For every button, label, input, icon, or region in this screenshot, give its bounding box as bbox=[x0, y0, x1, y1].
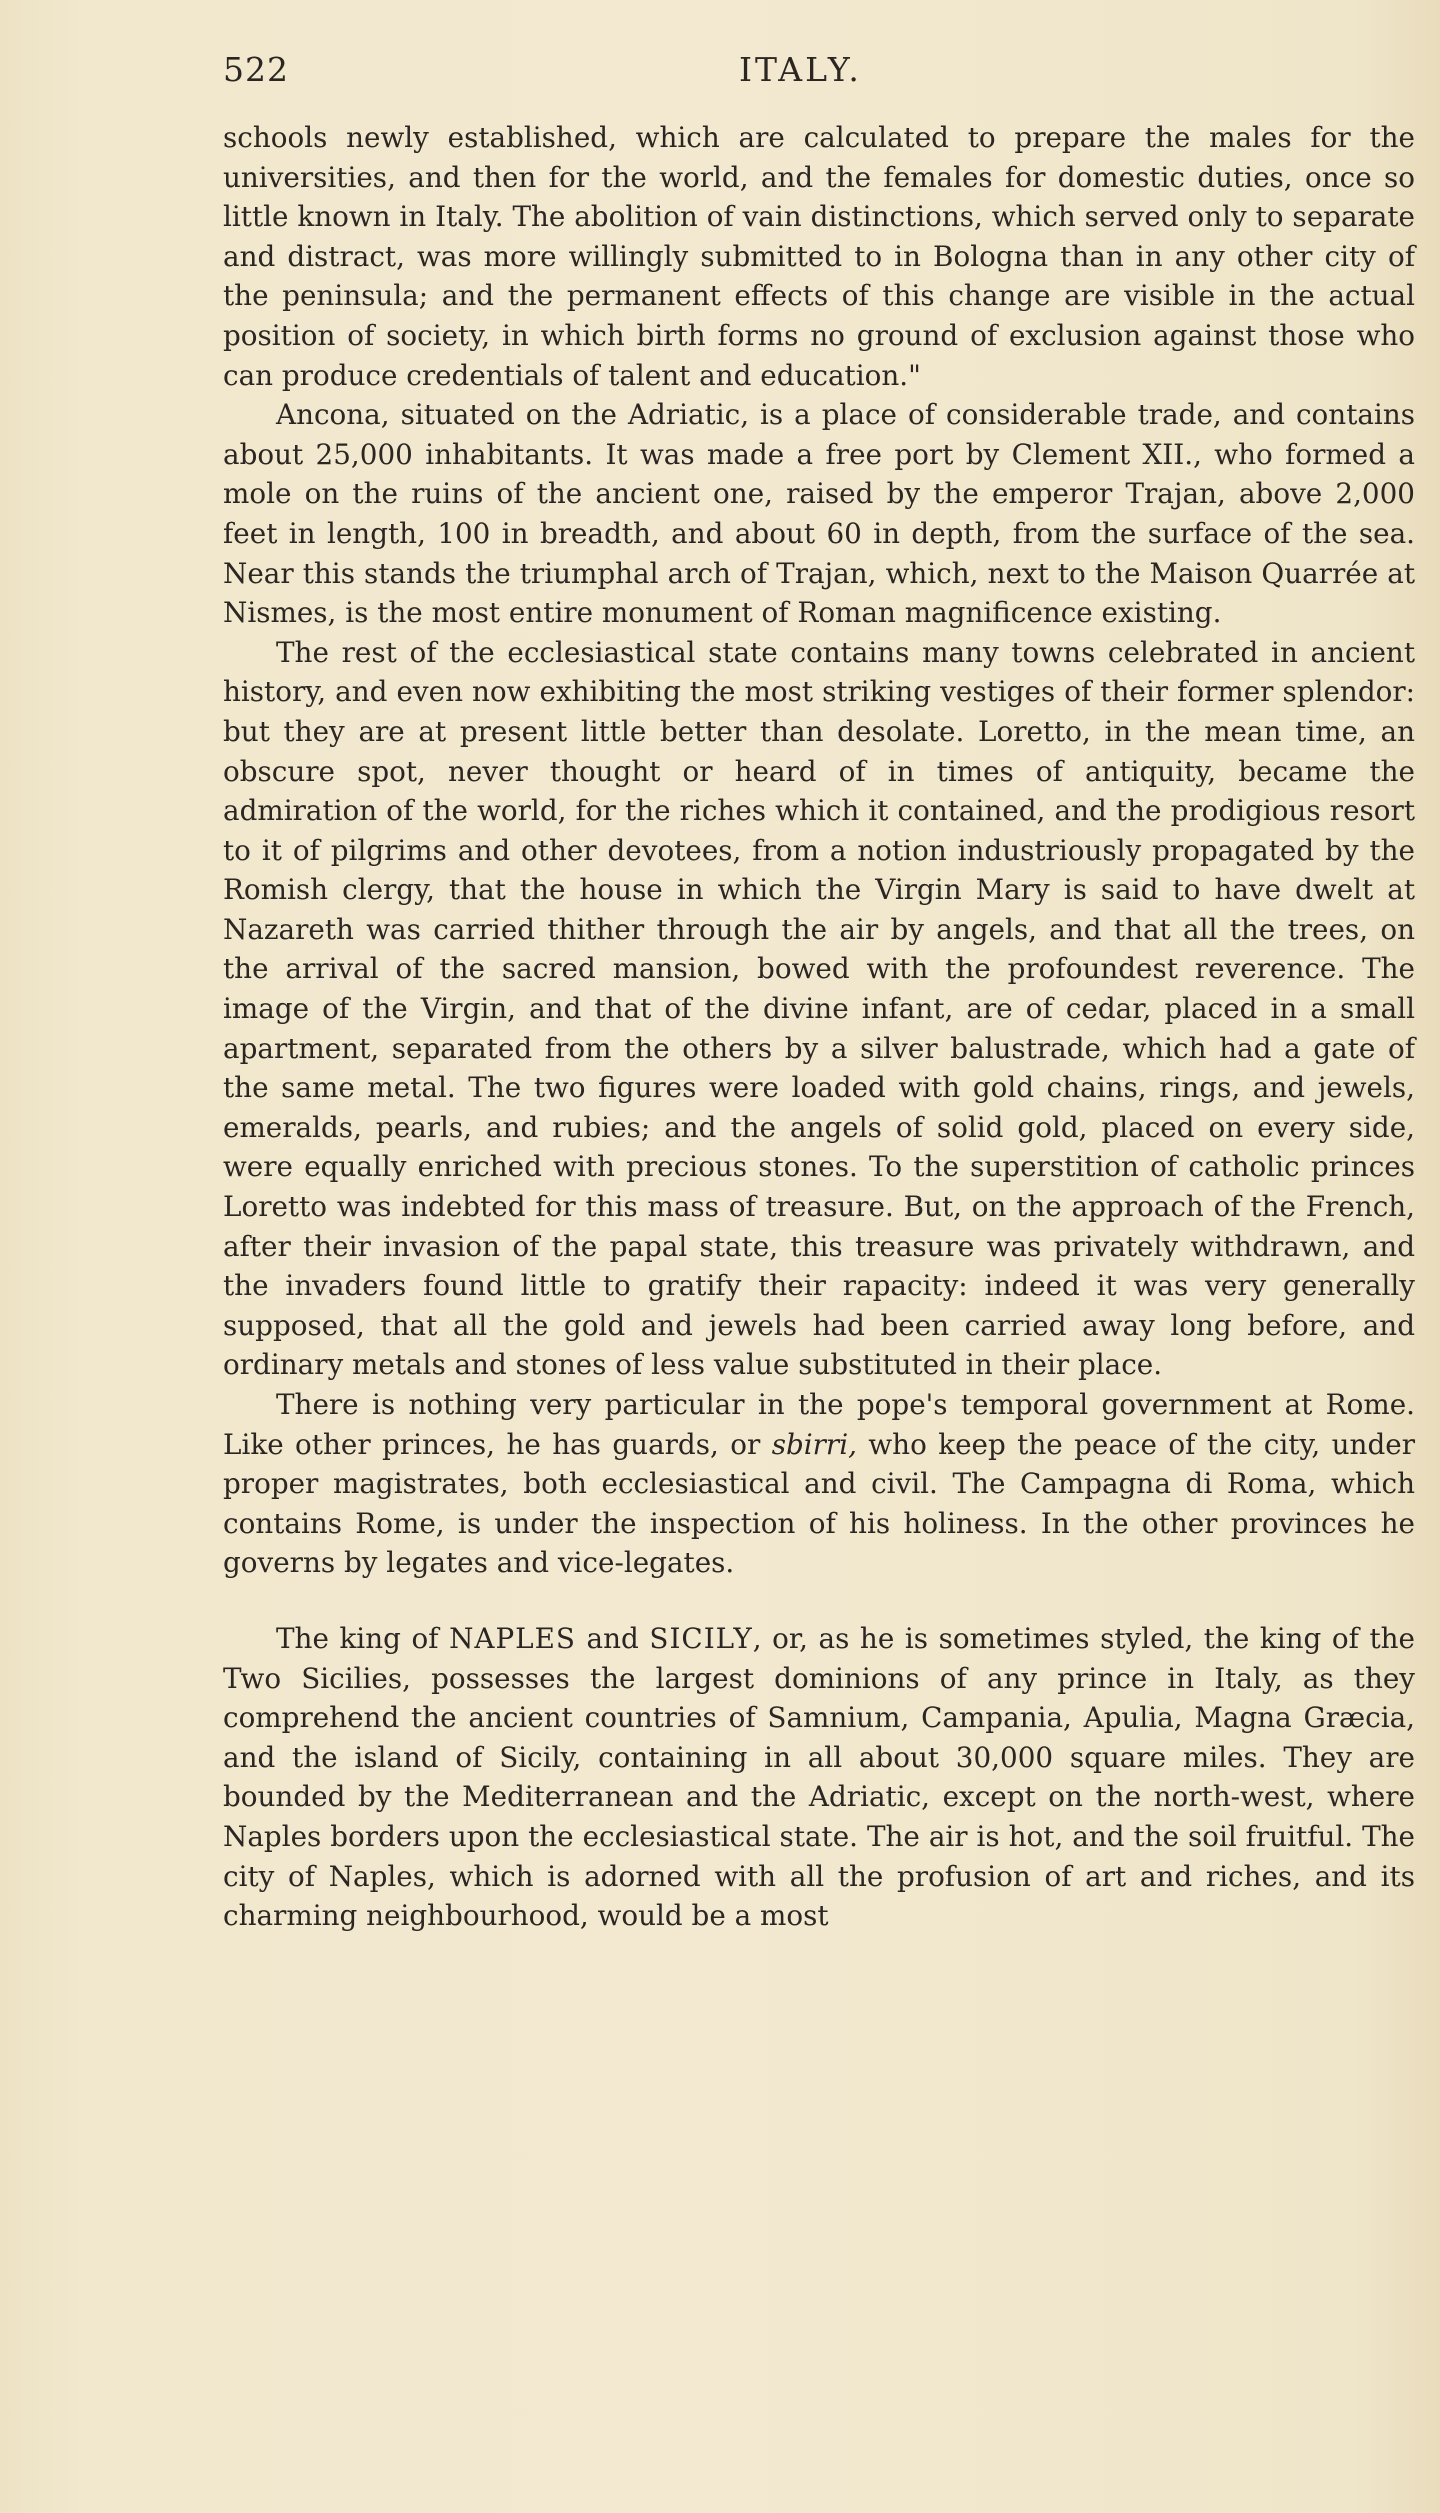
paragraph-loretto: The rest of the ecclesiastical state contains many towns celebrated in ancient history, and even now exhibiting the most striking vestiges of their former splendor: but they are at present little better than desolate. Loretto, in the mean time, an obscure spot, never thought or heard of in times of antiquity, became the admiration of the world, for the riches which it contained, and the prodigious resort to it of pilgrims and other devotees, from a notion industriously propagated by the Romish clergy, that the house in which the Virgin Mary is said to have dwelt at Nazareth was carried thither through the air by angels, and that all the trees, on the arrival of the sacred mansion, bowed with the profoundest reverence. The image of the Virgin, and that of the divine infant, are of cedar, placed in a small apartment, separated from the others by a silver balustrade, which had a gate of the same metal. The two figures were loaded with gold chains, rings, and jewels, emeralds, pearls, and rubies; and the angels of solid gold, placed on every side, were equally enriched with precious stones. To the superstition of catholic princes Loretto was indebted for this mass of treasure. But, on the approach of the French, after their invasion of the papal state, this treasure was privately withdrawn, and the invaders found little to gratify their rapacity: indeed it was very generally supposed, that all the gold and jewels had been carried away long before, and ordinary metals and stones of less value substituted in their place. bbox=[223, 635, 1415, 1382]
paragraph-naples-sicily bbox=[223, 1619, 1415, 1936]
running-head: ITALY. bbox=[739, 50, 862, 89]
page-header bbox=[223, 50, 1415, 100]
naples-rest: , or, as he is sometimes styled, the king of the Two Sicilies, possesses the largest dominions of any prince in Italy, as they comprehend the ancient countries of Samnium, Campania, Apulia, Magna Græcia, and the island of Sicily, containing in all about 30,000 square miles. They are bounded by the Mediterranean and the Adriatic, except on the north-west, where Naples borders upon the ecclesiastical state. The air is hot, and the soil fruitful. The city of Naples, which is adorned with all the profusion of art and riches, and its charming neighbourhood, would be a most bbox=[223, 1621, 1415, 1933]
naples-name: NAPLES bbox=[449, 1621, 576, 1655]
sicily-name: SICILY bbox=[649, 1621, 753, 1655]
pope-text-start: There is nothing very particular in the pope's temporal government at Rome. Like other princes, he has guards, or bbox=[223, 1388, 1415, 1461]
pope-text-end: who keep the peace of the city, under proper magistrates, both ecclesiastical and civil. The Campagna di Roma, which contains Rome, is under the inspection of his holiness. In the other provinces he governs by legates and vice-legates. bbox=[223, 1427, 1415, 1580]
naples-and: and bbox=[575, 1621, 650, 1655]
body-text bbox=[223, 118, 1415, 1936]
paragraph-ancona: Ancona, situated on the Adriatic, is a place of considerable trade, and contains about 25,000 inhabitants. It was made a free port by Clement XII., who formed a mole on the ruins of the ancient one, raised by the emperor Trajan, above 2,000 feet in length, 100 in breadth, and about 60 in depth, from the surface of the sea. Near this stands the triumphal arch of Trajan, which, next to the Maison Quarrée at Nismes, is the most entire monument of Roman magnificence existing. bbox=[223, 398, 1415, 630]
naples-lead: The king of bbox=[276, 1621, 450, 1655]
paragraph-bologna-continuation: schools newly established, which are calculated to prepare the males for the universities, and then for the world, and the females for domestic duties, once so little known in Italy. The abolition of vain distinctions, which served only to separate and distract, was more willingly submitted to in Bologna than in any other city of the peninsula; and the permanent effects of this change are visible in the actual position of society, in which birth forms no ground of exclusion against those who can produce credentials of talent and education." bbox=[223, 121, 1415, 392]
sbirri-italic: sbirri, bbox=[771, 1427, 857, 1461]
page-number: 522 bbox=[223, 50, 289, 89]
paragraph-pope-government bbox=[223, 1385, 1415, 1583]
